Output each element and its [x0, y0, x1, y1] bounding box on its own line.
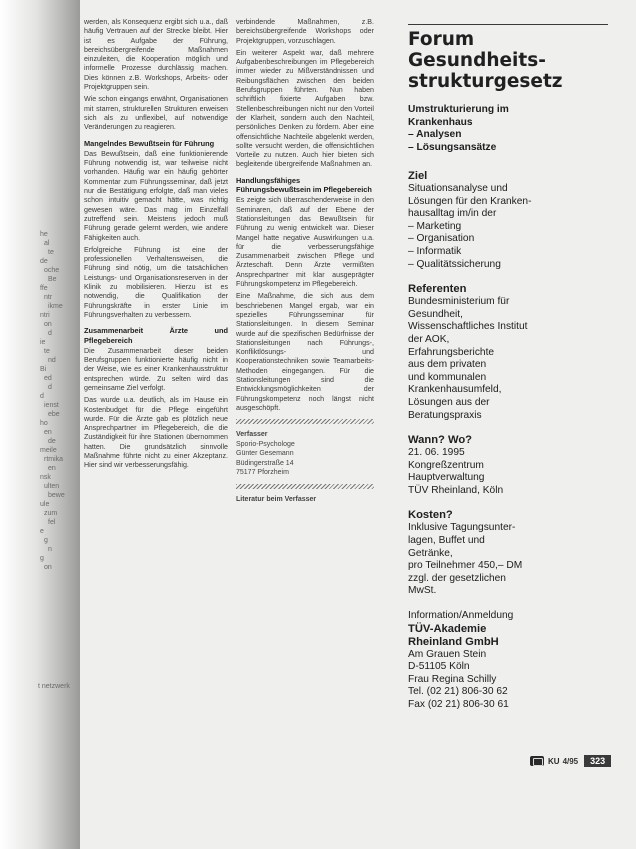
gutter-fragment: de: [48, 438, 56, 445]
subtitle-line: Umstrukturierung im: [408, 104, 509, 115]
author-box: [236, 430, 374, 478]
title-line: Forum: [408, 29, 475, 50]
footer-brand: KU: [548, 756, 560, 766]
gutter-fragment: ikme: [48, 303, 63, 310]
gutter-fragment: e: [40, 528, 44, 535]
gutter-fragment: de: [40, 258, 48, 265]
address-line: Fax (02 21) 806-30 61: [408, 699, 509, 710]
referenten-line: Lösungen aus der: [408, 396, 490, 408]
gutter-fragment: g: [40, 555, 44, 562]
gutter-text-fragments: [0, 230, 72, 691]
gutter-fragment: bewe: [48, 492, 65, 499]
when-line: Hauptverwaltung: [408, 472, 485, 484]
author-lines: [236, 440, 374, 478]
col1-paragraphs-c: [84, 347, 228, 471]
paragraph: verbindende Maßnahmen, z.B. bereichsübergreifende Workshops oder Projektgruppen, vorzuschlagen.: [236, 18, 374, 45]
col2-paragraphs-a: [236, 18, 374, 170]
kosten-line: pro Teilnehmer 450,– DM: [408, 560, 523, 572]
ziel-line: Lösungen für den Kranken-: [408, 195, 532, 207]
ziel-line: hausalltag im/in der: [408, 208, 497, 220]
kosten-line: zzgl. der gesetzlichen: [408, 572, 506, 584]
referenten-line: Wissenschaftliches Institut: [408, 321, 528, 333]
address-line: D-51105 Köln: [408, 661, 470, 673]
kosten-line: Inklusive Tagungsunter-: [408, 522, 516, 534]
subtitle-line: – Analysen: [408, 129, 462, 140]
title-line: strukturgesetz: [408, 71, 563, 92]
ziel-line: – Marketing: [408, 220, 462, 232]
referenten-line: Erfahrungsberichte: [408, 346, 495, 358]
gutter-fragment: te: [44, 348, 50, 355]
literature-note: Literatur beim Verfasser: [236, 495, 317, 503]
gutter-fragment: meile: [40, 447, 57, 454]
paragraph: Das Bewußtsein, daß eine funktionierende Führung notwendig ist, war teilweise nicht vorhanden. Häufig war ein häufig gehörter Kommentar zum Führungsseminar, daß jetzt nur die Bestätigung erfolgte, daß man vieles schon intuitiv gemacht hätte, was richtig gewesen wäre. Das mag im Einzelfall zutreffend sein. Meistens jedoch muß Führung gerade gelernt werden, wie andere Fähigkeiten auch.: [84, 149, 228, 242]
when-where-text: [408, 447, 613, 497]
gutter-fragment: en: [44, 429, 52, 436]
ziel-line: – Qualitätssicherung: [408, 258, 501, 270]
gutter-fragment: fel: [48, 519, 56, 526]
gutter-fragment: ffe: [40, 285, 48, 292]
gutter-fragment: al: [44, 240, 50, 247]
col1-paragraphs-a: [84, 18, 228, 133]
referenten-line: Krankenhausumfeld,: [408, 384, 502, 396]
author-line: 75177 Pforzheim: [236, 469, 289, 477]
gutter-fragment: zum: [44, 510, 58, 517]
gutter-fragment: Be: [48, 276, 57, 283]
gutter-fragment: te: [48, 249, 54, 256]
referenten-line: der AOK,: [408, 333, 450, 345]
gutter-fragment: ienst: [44, 402, 59, 409]
col1-paragraphs-b: [84, 150, 228, 320]
referenten-line: und kommunalen: [408, 371, 487, 383]
gutter-fragment: d: [48, 384, 52, 391]
paragraph: Wie schon eingangs erwähnt, Organisationen mit starren, strukturellen Strukturen erweisen sich als zu unflexibel, auf notwendige Veränderungen zu reagieren.: [84, 95, 228, 132]
gutter-fragment: g: [44, 537, 48, 544]
gutter-fragment: t netzwerk: [38, 683, 70, 690]
organizer-line: TÜV-Akademie: [408, 622, 487, 635]
paragraph: Eine Maßnahme, die sich aus dem beschriebenen Mangel ergab, war ein spezielles Führungsseminar für Stationsleitungen. In diesem Seminar wurde auf die spezifischen Bedürfnisse der Stationsleitungen nach Führungs-, Konfliktlösungs- und Kooperationstechniken sowie Teamarbeits-Methoden eingegangen. Für die Stationsleitungen sind die Entwicklungsmöglichkeiten der Führungskompetenz noch längst nicht ausgeschöpft.: [236, 292, 374, 412]
author-label: Verfasser: [236, 431, 268, 439]
gutter-previous-page: [0, 0, 80, 849]
gutter-fragment: ntri: [40, 312, 50, 319]
subtitle-line: – Lösungsansätze: [408, 141, 497, 153]
gutter-fragment: d: [48, 330, 52, 337]
gutter-fragment: nd: [48, 357, 56, 364]
gutter-fragment: ho: [40, 420, 48, 427]
ziel-heading: Ziel: [408, 170, 428, 182]
info-line: Information/Anmeldung: [408, 610, 514, 622]
paragraph: Es zeigte sich überraschenderweise in den Seminaren, daß auf der Ebene der Stationsleitungen das Bewußtsein für Führung zu wenig entwickelt war. Dieser Mangel hatte negative Auswirkungen u.a. für die verbesserungsfähige Zusammenarbeit zwischen Pflege und Ärzteschaft. Denn Ärzte vermißten Ansprechpartner mit klar ausgeprägter Führungskompetenz im Pflegebereich.: [236, 196, 374, 289]
col1-heading-fuehrung: Mangelndes Bewußtsein für Führung: [84, 138, 215, 148]
announcement-rule: [408, 24, 608, 25]
organizer-address: [408, 649, 613, 712]
ku-logo-icon: [530, 756, 544, 766]
when-where-heading: Wann? Wo?: [408, 434, 472, 447]
article-column-1: [84, 18, 228, 474]
paragraph: Ein weiterer Aspekt war, daß mehrere Aufgabenbeschreibungen im Pflegebereich immer wieder zu Mißverständnissen und Reibungsflächen zwischen den beiden Berufsgruppen führten. Nun haben schriftlich fixierte Aufgaben bzw. Stellenbeschreibungen nicht nur den Vorteil der Klarheit, sondern auch den Nachteil, persönliches Denken zu fördern. Aber eine offensichtliche Nachteile abgelenkt werden, sollte versucht werden, die offensichtlichen Vorteile zu nutzen. Auch hier bieten sich begleitende übergreifende Maßnahmen an.: [236, 48, 374, 169]
paragraph: Das wurde u.a. deutlich, als im Hause ein Kostenbudget für die Pflege eingeführt wurde. Für die Ärzte gab es plötzlich neue Ansprechpartner im Pflegebereich, die die Zuständigkeit für ihre Stationen übernommen hatten. Die grundsätzlich sinnvolle Maßnahme führte nicht zu einer Akzeptanz. Hier sind wir verbesserungsfähig.: [84, 396, 228, 470]
footer-issue: 4/95: [562, 756, 579, 766]
col2-heading-pflegebereich: Handlungsfähiges Führungsbewußtsein im Pflegebereich: [236, 175, 372, 195]
referenten-line: Bundesministerium für: [408, 296, 510, 308]
page-number: 323: [584, 755, 611, 767]
gutter-fragment: rtmika: [44, 456, 64, 463]
ziel-line: Situationsanalyse und: [408, 183, 508, 194]
page-footer: [530, 754, 636, 768]
article-column-2: [236, 18, 374, 507]
author-line: Büdingerstraße 14: [236, 459, 294, 467]
gutter-fragment: ebe: [48, 411, 60, 418]
announcement-subtitle: [408, 104, 613, 154]
address-line: Tel. (02 21) 806-30 62: [408, 686, 508, 698]
organizer-name: [408, 623, 613, 649]
kosten-line: lagen, Buffet und: [408, 535, 485, 547]
gutter-fragment: ed: [44, 375, 52, 382]
when-line: 21. 06. 1995: [408, 447, 465, 459]
gutter-fragment: n: [48, 546, 52, 553]
when-line: TÜV Rheinland, Köln: [408, 484, 504, 496]
wavy-divider-2: [236, 484, 374, 489]
kosten-heading: Kosten?: [408, 509, 453, 522]
gutter-fragment: en: [48, 465, 56, 472]
kosten-line: MwSt.: [408, 585, 437, 597]
referenten-line: aus dem privaten: [408, 359, 487, 371]
address-line: Am Grauen Stein: [408, 648, 487, 660]
organizer-line: Rheinland GmbH: [408, 635, 499, 648]
gutter-fragment: on: [44, 564, 52, 571]
address-line: Frau Regina Schilly: [408, 673, 497, 685]
kosten-line: Getränke,: [408, 547, 453, 559]
subtitle-line: Krankenhaus: [408, 116, 473, 128]
gutter-fragment: Bi: [40, 366, 47, 373]
title-line: Gesundheits-: [408, 50, 546, 71]
paragraph: Die Zusammenarbeit dieser beiden Berufsgruppen funktionierte häufig nicht in der Weise, wie es einer Krankenhausstruktur entsprechen würde. Zu selten wird das gemeinsame Ziel verfolgt.: [84, 346, 228, 392]
gutter-fragment: nsk: [40, 474, 51, 481]
gutter-fragment: ulten: [44, 483, 60, 490]
gutter-fragment: d: [40, 393, 44, 400]
referenten-line: Beratungspraxis: [408, 409, 482, 421]
ziel-line: – Informatik: [408, 245, 462, 257]
announcement-title: [408, 29, 613, 92]
gutter-fragment: ntr: [44, 294, 53, 301]
wavy-divider: [236, 419, 374, 424]
gutter-fragment: ule: [40, 501, 50, 508]
referenten-heading: Referenten: [408, 283, 467, 296]
when-line: Kongreßzentrum: [408, 459, 484, 471]
referenten-text: [408, 296, 613, 422]
gutter-fragment: he: [40, 231, 48, 238]
event-announcement: [408, 24, 613, 724]
gutter-fragment: on: [44, 321, 52, 328]
referenten-line: Gesundheit,: [408, 308, 463, 320]
gutter-fragment: oche: [44, 267, 60, 274]
paragraph: Erfolgreiche Führung ist eine der professionellen Verhaltensweisen, die Führung sind nötig, um die tatsächlichen Leistungs- und Organisationsreserven in der Klinik zu mobilisieren. Hierzu ist es notwendig, die Qualifikation der Führungskräfte in erster Linie im Führungsverhalten zu verbessern.: [84, 245, 228, 319]
ziel-line: – Organisation: [408, 233, 475, 245]
kosten-text: [408, 522, 613, 598]
ziel-text: [408, 183, 613, 271]
gutter-fragment: ie: [40, 339, 46, 346]
author-line: Günter Gesemann: [236, 450, 294, 458]
col1-heading-zusammenarbeit: Zusammenarbeit Ärzte und Pflegebereich: [84, 326, 228, 345]
author-line: Sporio-Psychologe: [236, 440, 295, 448]
paragraph: werden, als Konsequenz ergibt sich u.a., daß häufig Vertrauen auf der Strecke bleibt. Hier ist es Aufgabe der Führung, bereichsübergreifende Maßnahmen einzuleiten, die Kooperation möglich und informelle Prozesse durchlässig machen. Dies können z.B. Workshops, Arbeits- oder Projektgruppen sein.: [84, 18, 228, 92]
col2-paragraphs-b: [236, 196, 374, 413]
